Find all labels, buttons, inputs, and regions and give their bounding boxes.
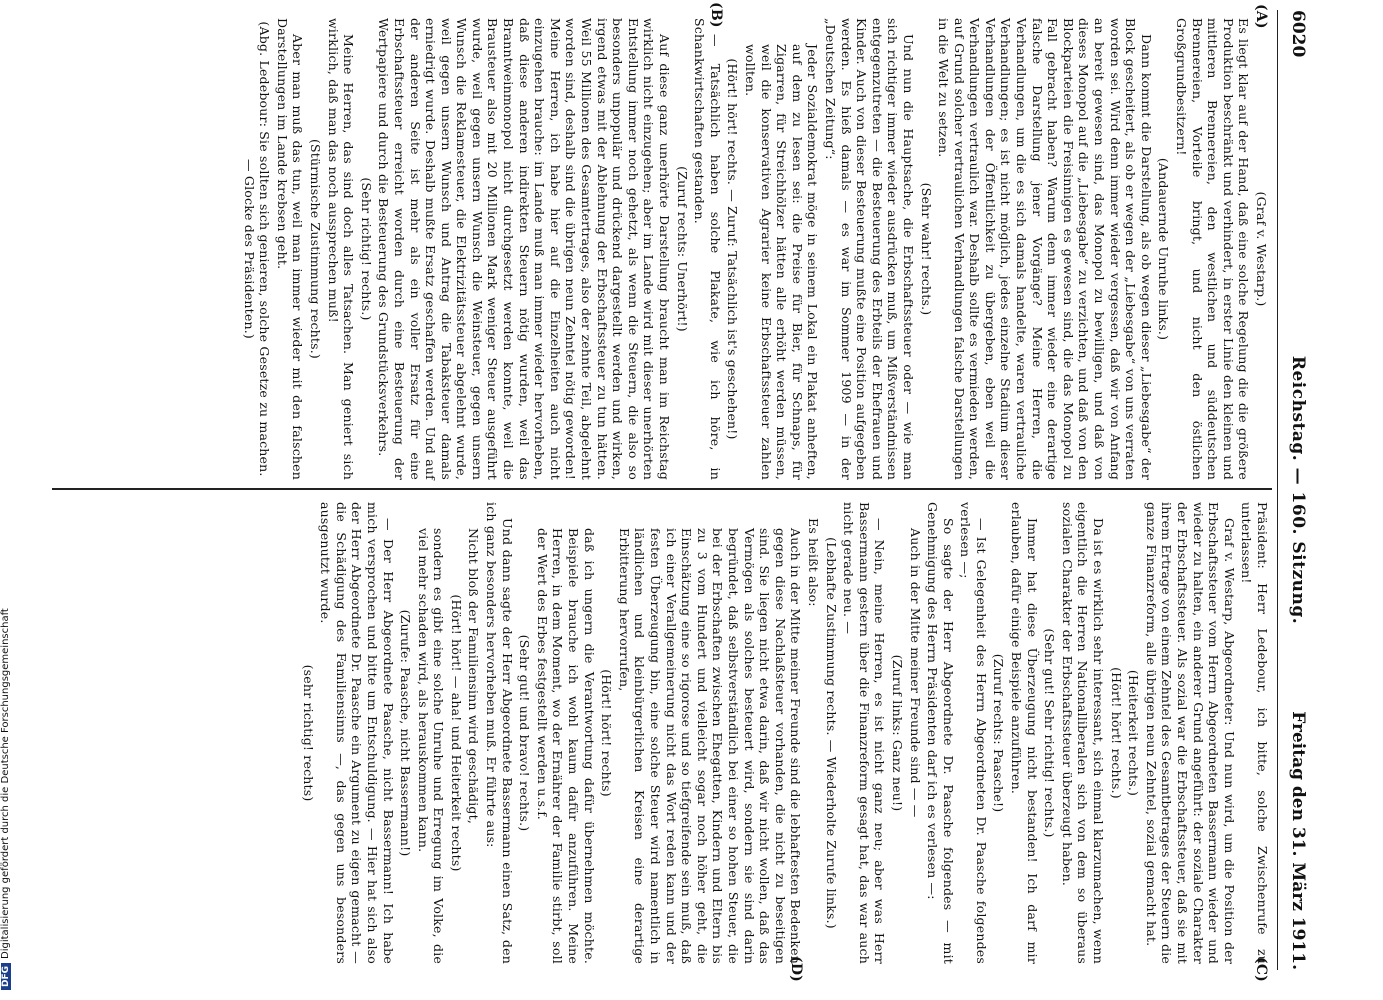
paragraph: So sagte der Herr Abgeordnete Dr. Paasche folgendes — mit Genehmigung des Herrn Präsidenten darf ich es verlesen —: xyxy=(925,502,956,964)
interjection: (Lebhafte Zustimmung rechts. — Wiederholte Zurufe links.) xyxy=(823,537,839,929)
paragraph: — Nein, meine Herren, es ist nicht ganz neu; aber was Herr Bassermann gestern über die Finanzreform gesagt hat, das war auch nicht gerade neu. — xyxy=(841,502,888,964)
paragraph: Präsident: Herr Ledebour, ich bitte, solche Zwischenrufe zu unterlassen! xyxy=(1239,502,1270,964)
session-date: Freitag den 31. März 1911. xyxy=(1288,711,1308,970)
paragraph: Es liegt klar auf der Hand, daß eine solche Regelung die die größere Produktion beschränkt und verhindert, in erster Linie den kleinen und mittleren Brennereien, den westlichen und süddeutschen Brennereien, Vorteile bringt, und nicht den östlichen Großgrundbesitzern! xyxy=(1174,18,1252,480)
interjection: (Sehr richtig! rechts.) xyxy=(358,177,374,321)
interjection: (Hört! hört! rechts) xyxy=(599,669,615,797)
interjection: (Sehr gut! und bravo! rechts.) xyxy=(517,634,533,832)
quotation: daß ich ungern die Verantwortung dafür übernehmen möchte. Beispiele brauche ich wohl kaum dafür anzuführen. Meine Herren, in dem Moment, wo der Ernährer der Familie stirbt, soll der Wert des Erbes festgestellt werden u.s.f. xyxy=(534,528,597,964)
b-section xyxy=(692,2,724,480)
paragraph: Meine Herren, das sind doch alles Tatsachen. Man geniert sich wirklich, daß man das noch aussprechen muß! xyxy=(325,18,357,480)
quotation: Jeder Sozialdemokrat möge in seinem Lokal ein Plakat anheften, auf dem zu lesen sei: die Preise für Bier, für Schnaps, für Zigarren, für Streichhölzer hätten alle erhöht werden müssen, weil die konservativen Agrarier keine Erbschaftssteuer zahlen wollten. xyxy=(743,44,821,480)
paragraph: Und dann sagte der Herr Abgeordnete Bassermann einen Satz, den ich ganz besonders hervorheben muß. Er führte aus: xyxy=(484,502,515,964)
digitization-footer xyxy=(0,0,12,1000)
quotation: Nicht bloß der Familiensinn wird geschädigt, xyxy=(466,528,482,825)
d-section xyxy=(616,502,805,982)
interjection: (Sehr wahr! rechts.) xyxy=(918,182,934,316)
quotation: sondern es gibt eine solche Unruhe und Erregung im Volke, die viel mehr schaden wird, als herauskommen kann. xyxy=(415,528,447,964)
interjection: (Hört! hört! — aha! und Heiterkeit rechts) xyxy=(448,594,464,872)
paragraph: — Der Herr Abgeordnete Paasche, nicht Bassermann! Ich habe mich versprochen und bitte um Entschuldigung. — Hier hat sich also der Herr Abgeordnete Dr. Paasche ein Argument zu eigen gemacht — die Schädigung des Familiensinns —, das gegen uns besonders ausgenutzt wurde. xyxy=(318,502,396,964)
running-title: Reichstag. — 160. Sitzung. xyxy=(1288,355,1308,625)
margin-marker-a: (A) xyxy=(1253,4,1269,29)
margin-marker-c: (C) xyxy=(1253,957,1269,982)
interjection: (Hört! hört! rechts.) xyxy=(1108,667,1124,799)
quotation: Auch in der Mitte meiner Freunde sind — — xyxy=(907,528,923,818)
dfg-logo: DFG xyxy=(1,963,11,990)
column-divider xyxy=(52,488,1272,490)
paragraph: Graf v. Westarp, Abgeordneter: Und nun wird, um die Position der Erbschaftssteuer vom Herrn Abgeordneten Bassermann wieder und wieder zu halten, ein anderer Grund angeführt: der soziale Charakter der Erbschaftssteuer. Als sozial war die Erbschaftssteuer, daß sie mit ihrem Ertrage von einem Zehntel des Gesamtbetrages der Steuern die ganze Finanzreform, alle übrigen neun Zehntel, sozial gemacht hat. xyxy=(1143,502,1237,964)
left-column xyxy=(239,2,1270,480)
interjection: (Abg. Ledebour: Sie sollten sich genieren, solche Gesetze zu machen. — Glocke des Präsidenten.) xyxy=(241,21,273,477)
page-header xyxy=(1277,10,1318,970)
paragraph: — Tatsächlich haben solche Plakate, wie ich höre, in Schankwirtschaften gestanden. xyxy=(692,18,723,480)
paragraph: Aber man muß das tun, weil man immer wieder mit den falschen Darstellungen im Lande krebsen geht. xyxy=(274,18,306,480)
interjection: (Zuruf rechts: Paasche!) xyxy=(991,653,1007,813)
interjection: (Sehr gut! Sehr richtig! rechts.) xyxy=(1042,628,1058,838)
interjection: (Zurufe: Paasche, nicht Bassermann!) xyxy=(398,609,414,857)
paragraph: Und nun die Hauptsache, die Erbschaftssteuer oder — wie man sich richtiger immer wieder ausdrücken muß, um Mißverständnissen entgegenzutreten — die Besteuerung des Erbteils der Ehefrauen und Kinder. Auch von dieser Besteuerung mußte eine Position aufgegeben werden. Es hieß damals — es war im Sommer 1909 — in der „Deutschen Zeitung“: xyxy=(822,18,916,480)
interjection: (Heiterkeit rechts.) xyxy=(1126,669,1142,797)
quotation: Auch in der Mitte meiner Freunde sind die lebhaftesten Bedenken gegen diese Nachlaßsteuer vorhanden, die nicht zu beseitigen sind. Sie liegen nicht etwa darin, daß wir nicht wollen, daß das Vermögen als solches besteuert wird, sondern sie sind darin begründet, daß selbstverständlich bei einer so hohen Steuer, die bei der Erbschaften zwischen Ehegatten, Kindern und Eltern bis zu 3 vom Hundert und vielleicht sogar noch höher geht, die Einschätzung eine so rigorose und so tiefgreifende sein muß, daß ich einer Verallgemeinerung nicht das Wort reden kann und der festen Überzeugung bin, eine solche Steuer wird namentlich in ländlichen und kleinbürgerlichen Kreisen eine derartige Erbitterung hervorrufen, xyxy=(616,528,804,964)
right-column xyxy=(298,502,1270,982)
interjection: (Andauernde Unruhe links.) xyxy=(1156,157,1172,341)
paragraph: Immer hat diese Überzeugung nicht bestanden! Ich darf mir erlauben, dafür einige Beispiele anzuführen. xyxy=(1009,502,1040,964)
margin-marker-b: (B) xyxy=(707,2,724,28)
interjection: (Zuruf links: Ganz neu!) xyxy=(889,654,905,812)
speaker-tag: (Graf v. Westarp.) xyxy=(1254,191,1269,307)
paragraph: Es heißt also: xyxy=(805,518,821,607)
margin-marker-d: (D) xyxy=(788,956,805,982)
interjection: (Zuruf rechts: Unerhört!) xyxy=(674,166,690,332)
footer-text: Digitalisierung gefördert durch die Deutsche Forschungsgemeinschaft xyxy=(0,608,11,959)
paragraph: Auf diese ganz unerhörte Darstellung braucht man im Reichstag wirklich nicht einzugehen; aber im Lande wird mit dieser unerhörten Entstellung immer noch gehetzt, als wenn die Steuern, die also so besonders unpopulär und drückend dargestellt werden und wirken, irgend etwas mit der Ablehnung der Erbschaftssteuer zu tun hätten. Weil 55 Millionen des Gesamtertrages, also der zehnte Teil, abgelehnt worden sind, deshalb sind die übrigen neun Zehntel nötig geworden! Meine Herren, ich habe hier auf die Einzelheiten auch nicht einzugehen brauche: im Lande muß man immer wieder hervorheben, daß diese anderen indirekten Steuern nötig wurden, weil das Branntweinmonopol nicht durchgesetzt werden konnte, weil die Brausteuer also mit 20 Millionen Mark weniger Steuer ausgeführt wurde, weil gegen unsern Wunsch die Weinsteuer, gegen unsern Wunsch die Reklamesteuer, die Elektrizitätssteuer abgelehnt wurde, weil gegen unsern Wunsch und Antrag die Tabaksteuer damals erniedrigt wurde. Deshalb mußte Ersatz geschaffen werden. Und auf der anderen Seite ist mehr als ein voller Ersatz für eine Erbschaftssteuer erreicht worden durch eine Besteuerung der Wertpapiere und durch die Besteuerung des Grundstücksverkehrs. xyxy=(376,18,673,480)
paragraph: Da ist es wirklich sehr interessant, sich einmal klarzumachen, wenn eigentlich die Herren Nationalliberalen sich von dem so überaus sozialen Charakter der Erbschaftssteuer überzeugt haben. xyxy=(1059,502,1107,965)
paragraph: Dann kommt die Darstellung, als ob wegen dieser „Liebesgabe“ der Block gescheitert, als ob er wegen der „Liebesgabe“ von uns verraten worden sei. Wird denn immer wieder vergessen, daß wir von Anfang an bereit gewesen sind, das Monopol zu bewilligen, und daß von dieses Monopol auf die „Liebesgabe“ zu verzichten, und daß von den Blockparteien die Freisinnigen es gewesen sind, die das Monopol zu Fall gebracht haben? Warum denn immer wieder eine derartige falsche Darstellung jener Vorgänge? Meine Herren, die Verhandlungen, um die es sich damals handelte, waren vertrauliche Verhandlungen; es ist nicht möglich, jedes einzelne Stadium dieser Verhandlungen der Öffentlichkeit zu übergeben, eben weil die Verhandlungen vertraulich war. Deshalb sollte es vermieden werden, auf Grund solcher vertraulichen Verhandlungen falsche Darstellungen in die Welt zu setzen. xyxy=(936,18,1154,480)
page-number: 6020 xyxy=(1288,10,1308,58)
interjection: (Stürmische Zustimmung rechts.) xyxy=(307,138,323,360)
interjection: (Hört! hört! rechts. — Zuruf: Tatsächlich ist's geschehen!) xyxy=(725,58,741,440)
paragraph: — Ist Gelegenheit des Herrn Abgeordneten Dr. Paasche folgendes verlesen —; xyxy=(958,502,989,964)
interjection: (sehr richtig! rechts) xyxy=(300,664,316,802)
